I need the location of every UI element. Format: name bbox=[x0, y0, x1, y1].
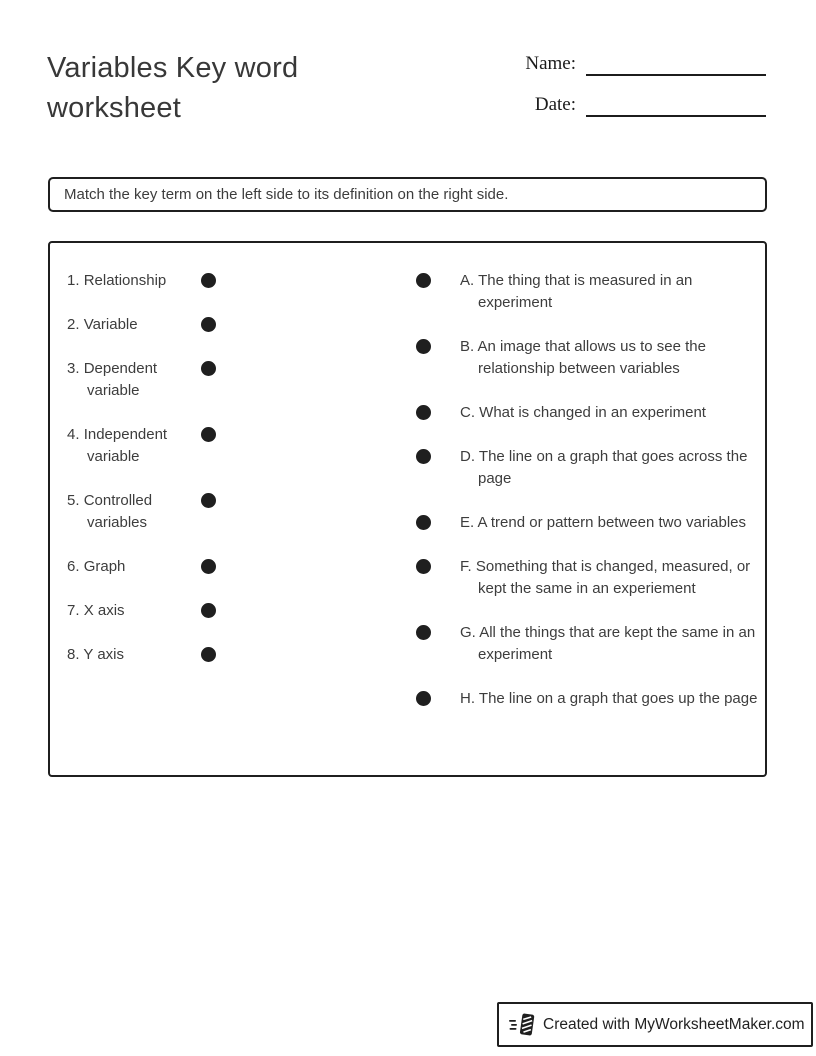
footer-badge bbox=[497, 1002, 813, 1047]
term-number: 7. bbox=[67, 602, 80, 619]
term-text: X axis bbox=[83, 602, 125, 619]
definition-match-dot[interactable] bbox=[416, 625, 431, 640]
term-label bbox=[67, 490, 201, 534]
term-number: 6. bbox=[67, 558, 80, 575]
term-match-dot[interactable] bbox=[201, 427, 216, 442]
definition-label bbox=[460, 446, 758, 490]
term-text: Controlled variables bbox=[83, 492, 153, 531]
term-row bbox=[67, 358, 237, 402]
term-label bbox=[67, 644, 201, 666]
definition-text: All the things that are kept the same in an experiment bbox=[478, 624, 756, 663]
definition-label bbox=[460, 336, 758, 380]
definition-label bbox=[460, 622, 758, 666]
term-match-dot[interactable] bbox=[201, 647, 216, 662]
definition-text: The thing that is measured in an experiment bbox=[478, 272, 693, 311]
term-number: 3. bbox=[67, 360, 80, 377]
definition-text: The line on a graph that goes across the page bbox=[478, 448, 748, 487]
term-label bbox=[67, 314, 201, 336]
term-row bbox=[67, 556, 237, 578]
instruction-box bbox=[48, 177, 767, 212]
definition-letter: C. bbox=[460, 404, 475, 421]
definition-text: An image that allows us to see the relationship between variables bbox=[477, 338, 706, 377]
term-match-dot[interactable] bbox=[201, 273, 216, 288]
term-number: 5. bbox=[67, 492, 80, 509]
definition-row bbox=[416, 402, 768, 424]
term-number: 1. bbox=[67, 272, 80, 289]
matching-box bbox=[48, 241, 767, 777]
term-label bbox=[67, 358, 201, 402]
term-text: Relationship bbox=[83, 272, 167, 289]
page-title: Variables Key word worksheet bbox=[47, 52, 299, 124]
term-text: Y axis bbox=[83, 646, 124, 663]
term-row bbox=[67, 424, 237, 468]
date-row bbox=[520, 93, 766, 117]
definition-text: The line on a graph that goes up the page bbox=[478, 690, 758, 707]
definition-text: What is changed in an experiment bbox=[479, 404, 706, 421]
definitions-column bbox=[416, 270, 768, 732]
term-row bbox=[67, 600, 237, 622]
flying-worksheet-icon bbox=[508, 1010, 538, 1040]
definition-match-dot[interactable] bbox=[416, 691, 431, 706]
term-number: 8. bbox=[67, 646, 80, 663]
definition-letter: F. bbox=[460, 558, 472, 575]
definition-match-dot[interactable] bbox=[416, 515, 431, 530]
definition-row bbox=[416, 556, 768, 600]
definition-match-dot[interactable] bbox=[416, 405, 431, 420]
definition-letter: G. bbox=[460, 624, 476, 641]
name-row bbox=[520, 52, 766, 76]
definition-row bbox=[416, 270, 768, 314]
term-row bbox=[67, 270, 237, 292]
definition-letter: B. bbox=[460, 338, 475, 355]
definition-label bbox=[460, 556, 758, 600]
term-label bbox=[67, 424, 201, 468]
definition-label bbox=[460, 512, 758, 534]
date-label: Date: bbox=[534, 94, 576, 115]
terms-column bbox=[67, 270, 237, 688]
term-label bbox=[67, 556, 201, 578]
name-blank-line bbox=[586, 52, 766, 76]
term-match-dot[interactable] bbox=[201, 317, 216, 332]
term-text: Dependent variable bbox=[83, 360, 158, 399]
footer-credit-text: Created with MyWorksheetMaker.com bbox=[543, 1015, 805, 1033]
name-date-block bbox=[520, 52, 766, 134]
definition-text: A trend or pattern between two variables bbox=[477, 514, 747, 531]
definition-match-dot[interactable] bbox=[416, 449, 431, 464]
definition-row bbox=[416, 622, 768, 666]
definition-label bbox=[460, 688, 758, 710]
definition-row bbox=[416, 336, 768, 380]
definition-row bbox=[416, 512, 768, 534]
definition-row bbox=[416, 446, 768, 490]
definition-label bbox=[460, 270, 758, 314]
term-match-dot[interactable] bbox=[201, 603, 216, 618]
term-row bbox=[67, 490, 237, 534]
definition-match-dot[interactable] bbox=[416, 559, 431, 574]
term-number: 4. bbox=[67, 426, 80, 443]
term-row bbox=[67, 644, 237, 666]
definition-row bbox=[416, 688, 768, 710]
term-text: Independent variable bbox=[83, 426, 168, 465]
definition-label bbox=[460, 402, 758, 424]
term-label bbox=[67, 600, 201, 622]
definition-letter: E. bbox=[460, 514, 475, 531]
term-text: Graph bbox=[83, 558, 126, 575]
name-label: Name: bbox=[525, 53, 576, 74]
date-blank-line bbox=[586, 93, 766, 117]
definition-text: Something that is changed, measured, or kept the same in an experiement bbox=[475, 558, 751, 597]
term-match-dot[interactable] bbox=[201, 361, 216, 376]
term-text: Variable bbox=[83, 316, 138, 333]
term-row bbox=[67, 314, 237, 336]
term-match-dot[interactable] bbox=[201, 493, 216, 508]
term-label bbox=[67, 270, 201, 292]
definition-letter: H. bbox=[460, 690, 475, 707]
term-match-dot[interactable] bbox=[201, 559, 216, 574]
definition-letter: A. bbox=[460, 272, 475, 289]
definition-match-dot[interactable] bbox=[416, 273, 431, 288]
instruction-text: Match the key term on the left side to its definition on the right side. bbox=[64, 186, 509, 203]
definition-letter: D. bbox=[460, 448, 475, 465]
definition-match-dot[interactable] bbox=[416, 339, 431, 354]
term-number: 2. bbox=[67, 316, 80, 333]
